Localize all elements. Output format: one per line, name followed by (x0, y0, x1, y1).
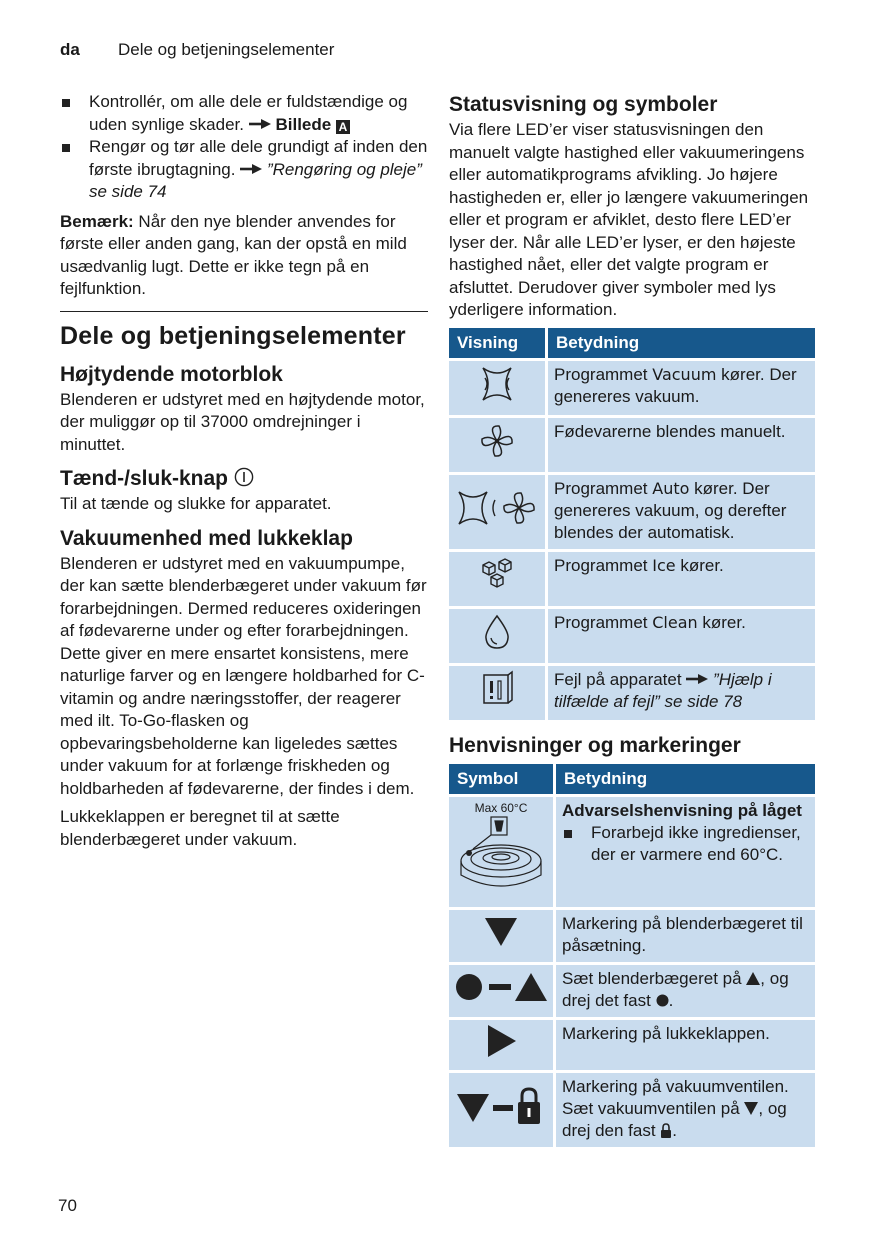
lid-warning-icon (455, 815, 547, 897)
table-header-row (449, 328, 815, 358)
page-header (60, 40, 335, 60)
left-column (60, 91, 428, 851)
arrow-right-icon (686, 674, 708, 684)
triangle-dash-lock-icon (455, 1084, 547, 1128)
status-text: Via flere LED’er viser statusvisningen den manuelt valgte hastighed eller vakuumeringens eller automatikprograms afvikling. Jo højere hastigheden er, eller jo længere vakuumeringen eller et program er afviklet, desto flere LED’er lyser der. Når alle LED’er lyser, er den højeste hastighed nået, eller det valgte program er afsluttet. Derudover giver symboler med lys yderligere information. (449, 120, 809, 319)
status-title: Statusvisning og symboler (449, 93, 718, 116)
power-button-icon (234, 467, 254, 487)
table-row: Programmet Vacuum kører. Der genereres vakuum. (449, 358, 815, 415)
table-header-row (449, 764, 815, 794)
error-icon (477, 669, 517, 709)
list-item: Rengør og tør alle dele grundigt af inden den første ibrugtagning. ”Rengøring og pleje” se side 74 (60, 136, 428, 204)
lock-icon (660, 1123, 672, 1138)
section-text-power: Til at tænde og slukke for apparatet. (60, 494, 332, 513)
note-label: Bemærk: (60, 211, 134, 231)
section-title-vacuum: Vakuumenhed med lukkeklap (60, 526, 353, 550)
table-row: Sæt blenderbægeret på , og drej det fast . (449, 962, 815, 1017)
vacuum-blade-icon (455, 488, 539, 528)
warning-title: Advarselshenvisning på låget (562, 800, 802, 820)
status-symbol-table (449, 328, 815, 720)
arrow-right-icon (240, 164, 262, 174)
blade-icon (477, 421, 517, 461)
figure-reference[interactable]: Billede (275, 114, 332, 134)
triangle-down-small-icon (744, 1102, 758, 1115)
dot-dash-triangle-icon (455, 970, 547, 1004)
section-title-motor: Højtydende motorblok (60, 362, 283, 386)
arrow-right-icon (249, 119, 271, 129)
ice-icon (477, 555, 517, 595)
column-header-meaning: Betydning (556, 764, 815, 794)
language-code: da (60, 40, 80, 59)
triangle-down-icon (483, 915, 519, 949)
table-row: Markering på vakuumventilen. Sæt vakuumventilen på , og drej den fast . (449, 1070, 815, 1147)
table-row: Programmet Clean kører. (449, 606, 815, 663)
page-number: 70 (58, 1196, 77, 1215)
table-row: Fødevarerne blendes manuelt. (449, 415, 815, 472)
markings-title: Henvisninger og markeringer (449, 733, 741, 757)
table-row: Markering på blenderbægeret til påsætning. (449, 907, 815, 962)
vacuum-icon (475, 364, 519, 404)
list-item: Kontrollér, om alle dele er fuldstændige og uden synlige skader. Billede A (60, 91, 428, 136)
page-reference-link[interactable]: ”Rengøring og pleje” se side 74 (89, 159, 422, 201)
clean-drop-icon (477, 612, 517, 652)
table-row: Programmet Ice kører. (449, 549, 815, 606)
page-reference-link[interactable]: ”Hjælp i tilfælde af fejl” se side 78 (554, 669, 772, 711)
dot-icon (656, 994, 669, 1007)
column-header-display: Visning (449, 328, 548, 358)
header-section-title: Dele og betjeningselementer (118, 40, 335, 59)
triangle-right-icon (484, 1023, 518, 1059)
section-text-vacuum: Blenderen er udstyret med en vakuumpumpe, der kan sætte blenderbægeret under vakuum før forarbejdningen. Dermed reduceres oxideringen af fødevarerne under og efter forarbejdningen. Dette giver en mere ensartet konsistens, mere naturlige farver og en længere holdbarhed for C-vitamin og andre næringsstoffer, der reagerer med ilt. To-Go-flasken og opbevaringsbeholderne kan ligeledes sættes under vakuum for at forlænge friskheden og holdbarheden af fødevarerne, der findes i dem. (60, 553, 427, 798)
bullet-list (60, 91, 428, 204)
table-row (449, 794, 815, 907)
section-text-motor: Blenderen er udstyret med en højtydende motor, der muliggør op til 37000 omdrejninger i minuttet. (60, 389, 425, 454)
list-item: Forarbejd ikke ingredienser, der er varmere end 60°C. (562, 822, 809, 866)
page-title: Dele og betjeningselementer (60, 321, 406, 350)
table-row: Programmet Auto kører. Der genereres vakuum, og derefter blendes der automatisk. (449, 472, 815, 549)
markings-table (449, 764, 815, 1147)
table-row: Markering på lukkeklappen. (449, 1017, 815, 1070)
section-title-power: Tænd-/sluk-knap (60, 465, 428, 493)
right-column (449, 91, 817, 1147)
column-header-symbol: Symbol (449, 764, 556, 794)
warning-bullet-list (562, 822, 809, 866)
divider (60, 311, 428, 312)
max-temp-label: Max 60°C (474, 800, 528, 815)
note-paragraph: Bemærk: Når den nye blender anvendes for første eller anden gang, kan der opstå en mild usædvanlig lugt. Dette er ikke tegn på en fejlfunktion. (60, 211, 407, 298)
figure-letter-badge: A (336, 120, 350, 134)
section-text-vacuum-lid: Lukkeklappen er beregnet til at sætte blenderbægeret under vakuum. (60, 807, 340, 849)
table-row: Fejl på apparatet ”Hjælp i tilfælde af fejl” se side 78 (449, 663, 815, 720)
triangle-up-icon (746, 972, 760, 985)
column-header-meaning: Betydning (548, 328, 815, 358)
